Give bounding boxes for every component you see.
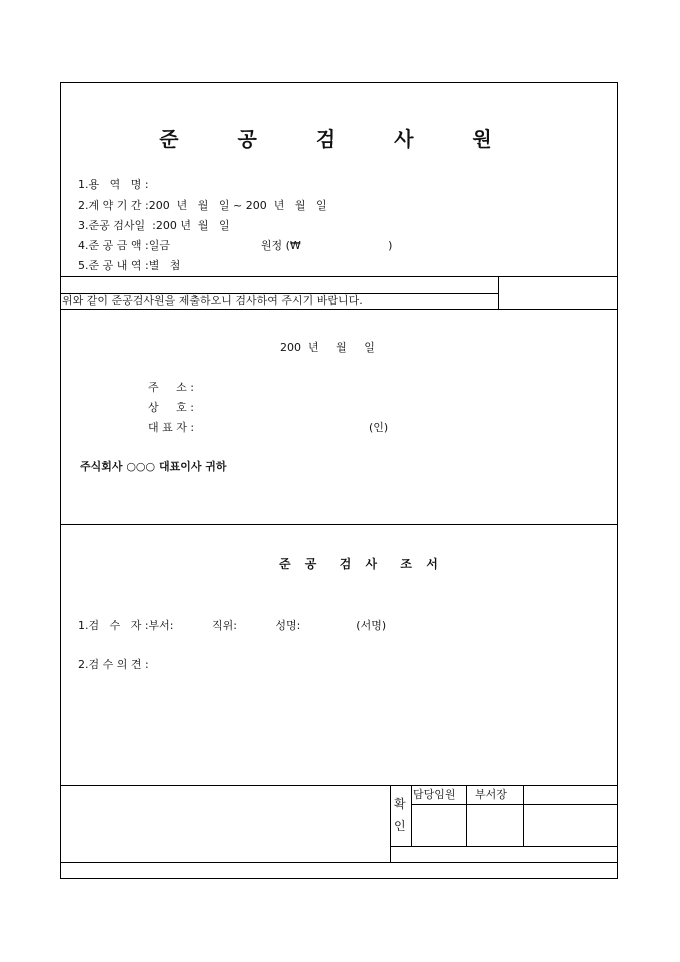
divider [411, 785, 412, 846]
divider [523, 785, 524, 846]
submit-date: 200 년 월 일 [280, 341, 375, 354]
item-completion-amount: 4.준 공 금 액 :일금 원정 (₩ ) [78, 239, 393, 252]
request-text: 위와 같이 준공검사원을 제출하오니 검사하여 주시기 바랍니다. [62, 294, 363, 307]
item-service-name: 1.용 역 명 : [78, 178, 149, 191]
divider [498, 276, 499, 309]
divider [60, 524, 618, 525]
divider [60, 309, 618, 310]
divider [60, 276, 618, 277]
item-contract-period: 2.계 약 기 간 :200 년 월 일 ~ 200 년 월 일 [78, 199, 327, 212]
confirm-char-1: 확 [394, 797, 406, 811]
address-label: 주 소 : [148, 381, 194, 394]
item-inspection-date: 3.준공 검사일 :200 년 월 일 [78, 219, 230, 232]
divider [411, 804, 618, 805]
approval-col-head: 부서장 [475, 788, 507, 801]
approval-col-exec: 담당임원 [413, 788, 456, 801]
addressee: 주식회사 ○○○ 대표이사 귀하 [80, 460, 227, 473]
divider [466, 785, 467, 846]
item-completion-details: 5.준 공 내 역 :별 첨 [78, 259, 181, 272]
representative-label: 대 표 자 : [148, 421, 195, 434]
inspection-title: 준 공 검 사 조 서 [279, 557, 443, 571]
inspector-line: 1.검 수 자 :부서: 직위: 성명: (서명) [78, 619, 387, 632]
divider [390, 846, 618, 847]
divider [60, 862, 618, 863]
confirm-char-2: 인 [394, 819, 406, 833]
form-title: 준 공 검 사 원 [159, 127, 518, 151]
company-label: 상 호 : [148, 401, 194, 414]
opinion-label: 2.검 수 의 견 : [78, 658, 149, 671]
divider [60, 785, 618, 786]
divider [390, 785, 391, 862]
seal-mark: (인) [369, 421, 389, 434]
